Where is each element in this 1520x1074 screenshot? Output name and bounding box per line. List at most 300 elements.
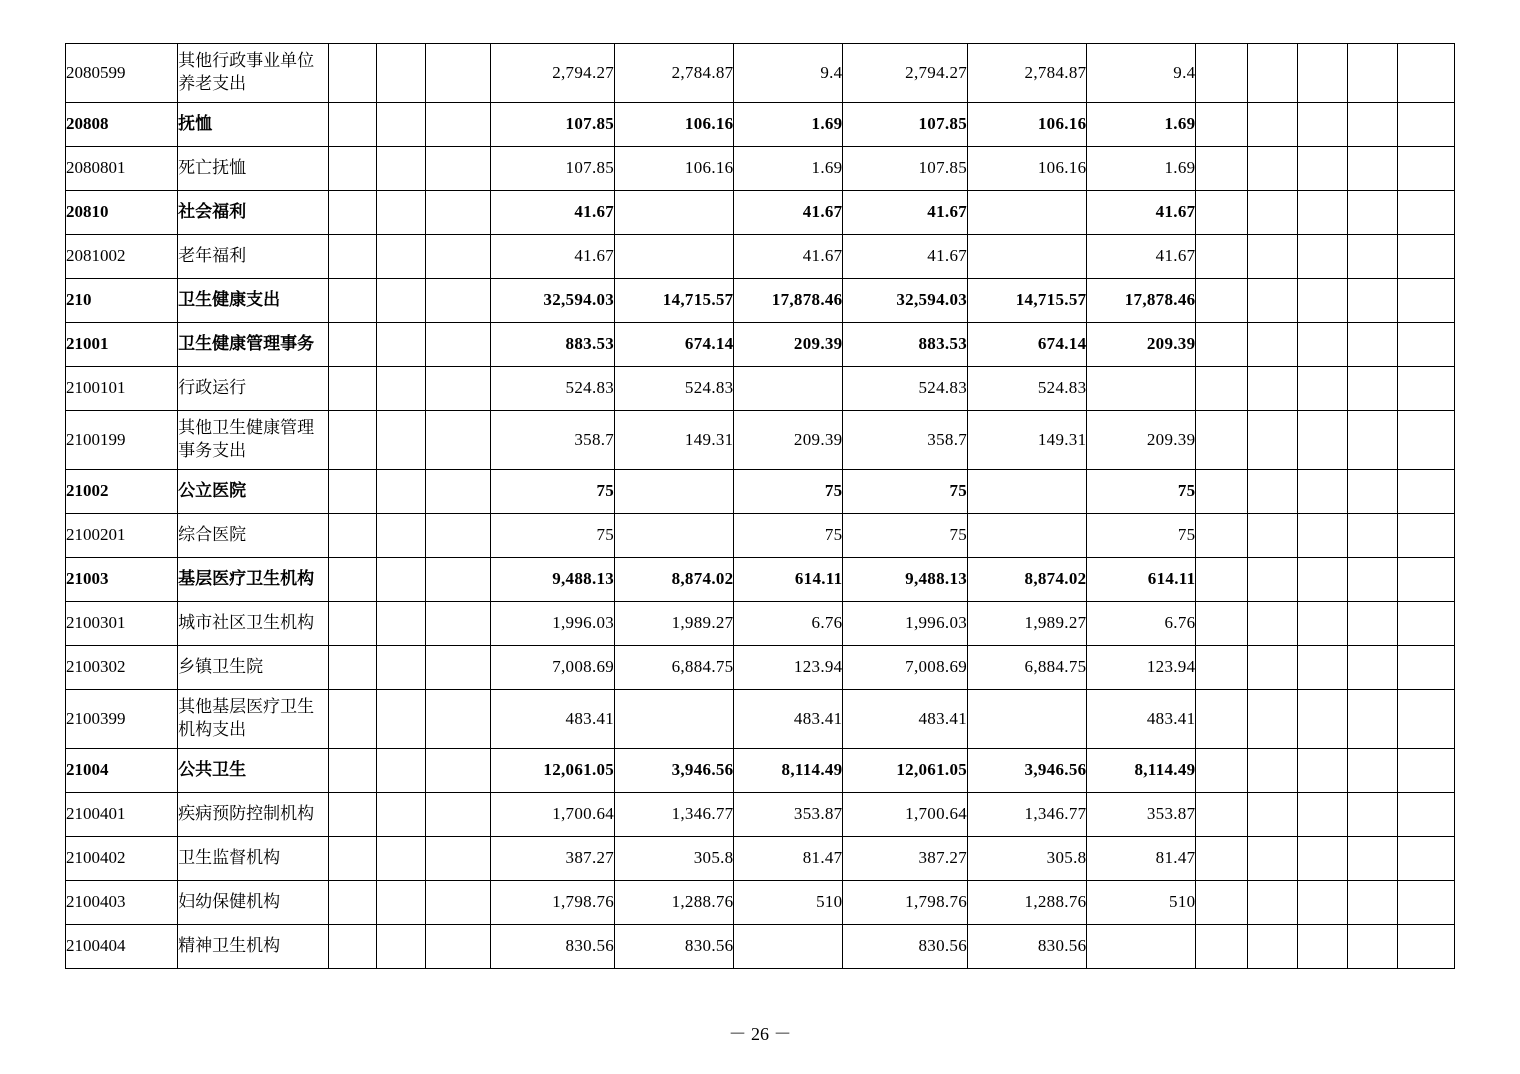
- cell-trailing-2: [1248, 279, 1298, 323]
- cell-amount-4: 2,794.27: [843, 44, 968, 103]
- cell-empty-2: [377, 470, 426, 514]
- cell-amount-4: 12,061.05: [843, 749, 968, 793]
- cell-amount-3: [734, 925, 843, 969]
- cell-trailing-2: [1248, 367, 1298, 411]
- cell-amount-1: 107.85: [490, 103, 615, 147]
- cell-amount-6: 1.69: [1087, 103, 1196, 147]
- cell-amount-1: 9,488.13: [490, 558, 615, 602]
- cell-empty-2: [377, 646, 426, 690]
- cell-budget-item-name: 综合医院: [178, 514, 329, 558]
- table-row: [66, 470, 1455, 514]
- cell-budget-item-name: 死亡抚恤: [178, 147, 329, 191]
- cell-trailing-3: [1298, 793, 1348, 837]
- cell-amount-6: 41.67: [1087, 235, 1196, 279]
- cell-amount-3: 9.4: [734, 44, 843, 103]
- cell-trailing-5: [1397, 103, 1454, 147]
- cell-amount-6: 9.4: [1087, 44, 1196, 103]
- cell-trailing-4: [1347, 44, 1397, 103]
- cell-budget-item-name: 其他卫生健康管理事务支出: [178, 411, 329, 470]
- cell-trailing-2: [1248, 690, 1298, 749]
- table-body: [66, 44, 1455, 969]
- cell-empty-3: [426, 690, 490, 749]
- cell-amount-5: 8,874.02: [968, 558, 1087, 602]
- cell-trailing-1: [1196, 749, 1248, 793]
- cell-empty-3: [426, 749, 490, 793]
- cell-budget-code: 2100302: [66, 646, 178, 690]
- cell-amount-4: 1,798.76: [843, 881, 968, 925]
- cell-trailing-2: [1248, 646, 1298, 690]
- cell-amount-5: 830.56: [968, 925, 1087, 969]
- cell-budget-item-name: 公立医院: [178, 470, 329, 514]
- cell-trailing-3: [1298, 323, 1348, 367]
- cell-empty-2: [377, 793, 426, 837]
- cell-empty-1: [328, 602, 377, 646]
- cell-empty-1: [328, 147, 377, 191]
- cell-empty-1: [328, 44, 377, 103]
- cell-amount-6: 1.69: [1087, 147, 1196, 191]
- cell-trailing-4: [1347, 881, 1397, 925]
- cell-empty-3: [426, 925, 490, 969]
- table-row: [66, 646, 1455, 690]
- table-row: [66, 881, 1455, 925]
- cell-empty-1: [328, 793, 377, 837]
- cell-amount-3: 1.69: [734, 147, 843, 191]
- cell-empty-3: [426, 191, 490, 235]
- table-row: [66, 925, 1455, 969]
- cell-amount-2: 1,288.76: [615, 881, 734, 925]
- cell-empty-3: [426, 514, 490, 558]
- cell-empty-1: [328, 323, 377, 367]
- cell-amount-5: 2,784.87: [968, 44, 1087, 103]
- cell-amount-1: 107.85: [490, 147, 615, 191]
- table-row: [66, 749, 1455, 793]
- cell-amount-5: 106.16: [968, 147, 1087, 191]
- cell-trailing-3: [1298, 279, 1348, 323]
- cell-empty-2: [377, 147, 426, 191]
- cell-budget-item-name: 公共卫生: [178, 749, 329, 793]
- cell-budget-code: 2100201: [66, 514, 178, 558]
- cell-empty-3: [426, 279, 490, 323]
- cell-amount-3: 41.67: [734, 191, 843, 235]
- cell-trailing-4: [1347, 514, 1397, 558]
- cell-amount-4: 32,594.03: [843, 279, 968, 323]
- cell-amount-1: 12,061.05: [490, 749, 615, 793]
- cell-trailing-1: [1196, 147, 1248, 191]
- cell-empty-2: [377, 749, 426, 793]
- cell-trailing-1: [1196, 235, 1248, 279]
- cell-budget-code: 2100404: [66, 925, 178, 969]
- cell-trailing-3: [1298, 690, 1348, 749]
- cell-trailing-4: [1347, 367, 1397, 411]
- cell-amount-4: 483.41: [843, 690, 968, 749]
- cell-empty-1: [328, 690, 377, 749]
- cell-amount-2: 2,784.87: [615, 44, 734, 103]
- cell-budget-code: 2100199: [66, 411, 178, 470]
- cell-trailing-3: [1298, 925, 1348, 969]
- cell-budget-item-name: 老年福利: [178, 235, 329, 279]
- cell-budget-code: 2080801: [66, 147, 178, 191]
- cell-amount-4: 41.67: [843, 235, 968, 279]
- cell-trailing-2: [1248, 191, 1298, 235]
- cell-trailing-4: [1347, 147, 1397, 191]
- cell-budget-code: 210: [66, 279, 178, 323]
- cell-trailing-3: [1298, 470, 1348, 514]
- cell-amount-5: 3,946.56: [968, 749, 1087, 793]
- cell-amount-4: 387.27: [843, 837, 968, 881]
- cell-trailing-3: [1298, 411, 1348, 470]
- cell-amount-2: [615, 470, 734, 514]
- cell-amount-4: 75: [843, 470, 968, 514]
- cell-amount-6: 209.39: [1087, 323, 1196, 367]
- cell-budget-code: 2100301: [66, 602, 178, 646]
- cell-empty-2: [377, 367, 426, 411]
- cell-amount-3: [734, 367, 843, 411]
- cell-amount-3: 209.39: [734, 411, 843, 470]
- cell-amount-3: 209.39: [734, 323, 843, 367]
- cell-budget-code: 2081002: [66, 235, 178, 279]
- cell-empty-1: [328, 749, 377, 793]
- cell-amount-2: 106.16: [615, 147, 734, 191]
- cell-trailing-1: [1196, 690, 1248, 749]
- cell-trailing-4: [1347, 191, 1397, 235]
- cell-amount-4: 358.7: [843, 411, 968, 470]
- cell-amount-6: 123.94: [1087, 646, 1196, 690]
- cell-trailing-4: [1347, 279, 1397, 323]
- cell-empty-1: [328, 514, 377, 558]
- cell-empty-3: [426, 323, 490, 367]
- cell-empty-2: [377, 191, 426, 235]
- cell-amount-5: [968, 470, 1087, 514]
- cell-trailing-5: [1397, 881, 1454, 925]
- cell-trailing-3: [1298, 514, 1348, 558]
- cell-amount-3: 483.41: [734, 690, 843, 749]
- cell-trailing-5: [1397, 749, 1454, 793]
- cell-trailing-3: [1298, 881, 1348, 925]
- cell-empty-3: [426, 470, 490, 514]
- cell-trailing-4: [1347, 646, 1397, 690]
- cell-amount-1: 387.27: [490, 837, 615, 881]
- cell-empty-3: [426, 793, 490, 837]
- cell-trailing-4: [1347, 235, 1397, 279]
- cell-trailing-5: [1397, 411, 1454, 470]
- cell-trailing-1: [1196, 191, 1248, 235]
- cell-amount-2: [615, 191, 734, 235]
- cell-budget-item-name: 精神卫生机构: [178, 925, 329, 969]
- cell-trailing-1: [1196, 646, 1248, 690]
- cell-budget-item-name: 卫生健康管理事务: [178, 323, 329, 367]
- cell-amount-1: 830.56: [490, 925, 615, 969]
- cell-amount-1: 483.41: [490, 690, 615, 749]
- cell-trailing-5: [1397, 191, 1454, 235]
- cell-amount-4: 7,008.69: [843, 646, 968, 690]
- cell-amount-1: 883.53: [490, 323, 615, 367]
- cell-amount-2: 1,346.77: [615, 793, 734, 837]
- cell-budget-item-name: 妇幼保健机构: [178, 881, 329, 925]
- cell-budget-item-name: 行政运行: [178, 367, 329, 411]
- cell-budget-code: 2100403: [66, 881, 178, 925]
- cell-trailing-2: [1248, 793, 1298, 837]
- cell-budget-code: 2100101: [66, 367, 178, 411]
- cell-amount-6: 353.87: [1087, 793, 1196, 837]
- cell-amount-1: 1,798.76: [490, 881, 615, 925]
- cell-amount-3: 75: [734, 514, 843, 558]
- cell-trailing-3: [1298, 837, 1348, 881]
- cell-budget-code: 21004: [66, 749, 178, 793]
- budget-expenditure-table: [65, 43, 1455, 969]
- cell-amount-2: 14,715.57: [615, 279, 734, 323]
- table-row: [66, 690, 1455, 749]
- cell-trailing-1: [1196, 411, 1248, 470]
- cell-trailing-2: [1248, 602, 1298, 646]
- cell-trailing-5: [1397, 470, 1454, 514]
- cell-amount-4: 830.56: [843, 925, 968, 969]
- cell-amount-5: 6,884.75: [968, 646, 1087, 690]
- cell-trailing-3: [1298, 44, 1348, 103]
- cell-amount-2: 830.56: [615, 925, 734, 969]
- cell-trailing-4: [1347, 323, 1397, 367]
- table-row: [66, 367, 1455, 411]
- cell-trailing-5: [1397, 690, 1454, 749]
- cell-amount-2: 305.8: [615, 837, 734, 881]
- cell-trailing-1: [1196, 279, 1248, 323]
- cell-empty-3: [426, 367, 490, 411]
- cell-amount-1: 1,996.03: [490, 602, 615, 646]
- table-row: [66, 44, 1455, 103]
- cell-empty-2: [377, 514, 426, 558]
- cell-empty-2: [377, 602, 426, 646]
- cell-trailing-2: [1248, 411, 1298, 470]
- cell-amount-2: 674.14: [615, 323, 734, 367]
- cell-empty-1: [328, 925, 377, 969]
- cell-amount-4: 883.53: [843, 323, 968, 367]
- cell-trailing-5: [1397, 514, 1454, 558]
- cell-amount-5: [968, 690, 1087, 749]
- cell-budget-item-name: 疾病预防控制机构: [178, 793, 329, 837]
- cell-amount-2: 1,989.27: [615, 602, 734, 646]
- table-row: [66, 837, 1455, 881]
- cell-trailing-4: [1347, 558, 1397, 602]
- table-row: [66, 323, 1455, 367]
- cell-trailing-2: [1248, 470, 1298, 514]
- cell-budget-item-name: 抚恤: [178, 103, 329, 147]
- cell-empty-2: [377, 925, 426, 969]
- cell-amount-6: 614.11: [1087, 558, 1196, 602]
- cell-amount-4: 1,996.03: [843, 602, 968, 646]
- cell-trailing-4: [1347, 411, 1397, 470]
- cell-budget-code: 2100402: [66, 837, 178, 881]
- cell-trailing-1: [1196, 514, 1248, 558]
- cell-amount-1: 1,700.64: [490, 793, 615, 837]
- cell-empty-1: [328, 103, 377, 147]
- cell-amount-4: 9,488.13: [843, 558, 968, 602]
- cell-amount-5: 1,346.77: [968, 793, 1087, 837]
- cell-budget-code: 2080599: [66, 44, 178, 103]
- cell-amount-5: 149.31: [968, 411, 1087, 470]
- cell-trailing-4: [1347, 925, 1397, 969]
- cell-amount-5: 305.8: [968, 837, 1087, 881]
- cell-empty-1: [328, 279, 377, 323]
- cell-trailing-1: [1196, 837, 1248, 881]
- cell-amount-5: 14,715.57: [968, 279, 1087, 323]
- cell-trailing-3: [1298, 191, 1348, 235]
- table-row: [66, 279, 1455, 323]
- cell-amount-1: 524.83: [490, 367, 615, 411]
- page-number: － 26 －: [728, 1024, 792, 1044]
- cell-empty-1: [328, 191, 377, 235]
- cell-amount-5: 524.83: [968, 367, 1087, 411]
- cell-amount-6: 75: [1087, 514, 1196, 558]
- cell-amount-5: 674.14: [968, 323, 1087, 367]
- cell-trailing-4: [1347, 690, 1397, 749]
- cell-amount-2: 6,884.75: [615, 646, 734, 690]
- cell-trailing-5: [1397, 235, 1454, 279]
- cell-amount-3: 1.69: [734, 103, 843, 147]
- cell-trailing-1: [1196, 470, 1248, 514]
- cell-amount-6: [1087, 925, 1196, 969]
- cell-trailing-4: [1347, 103, 1397, 147]
- cell-amount-1: 32,594.03: [490, 279, 615, 323]
- cell-empty-2: [377, 690, 426, 749]
- cell-amount-6: 41.67: [1087, 191, 1196, 235]
- cell-amount-6: 17,878.46: [1087, 279, 1196, 323]
- cell-empty-3: [426, 881, 490, 925]
- cell-budget-item-name: 乡镇卫生院: [178, 646, 329, 690]
- table-row: [66, 602, 1455, 646]
- cell-trailing-1: [1196, 558, 1248, 602]
- cell-amount-2: 106.16: [615, 103, 734, 147]
- cell-empty-2: [377, 411, 426, 470]
- cell-amount-2: [615, 690, 734, 749]
- cell-trailing-1: [1196, 793, 1248, 837]
- cell-amount-2: 149.31: [615, 411, 734, 470]
- cell-empty-2: [377, 323, 426, 367]
- cell-amount-4: 1,700.64: [843, 793, 968, 837]
- cell-trailing-1: [1196, 103, 1248, 147]
- cell-amount-6: 75: [1087, 470, 1196, 514]
- cell-trailing-1: [1196, 925, 1248, 969]
- cell-trailing-2: [1248, 558, 1298, 602]
- cell-trailing-3: [1298, 558, 1348, 602]
- cell-trailing-2: [1248, 147, 1298, 191]
- cell-amount-1: 41.67: [490, 235, 615, 279]
- cell-empty-3: [426, 837, 490, 881]
- table-row: [66, 558, 1455, 602]
- cell-empty-1: [328, 411, 377, 470]
- table-row: [66, 411, 1455, 470]
- cell-amount-6: 483.41: [1087, 690, 1196, 749]
- cell-empty-1: [328, 646, 377, 690]
- cell-amount-2: 524.83: [615, 367, 734, 411]
- cell-empty-3: [426, 411, 490, 470]
- cell-amount-3: 6.76: [734, 602, 843, 646]
- cell-trailing-4: [1347, 749, 1397, 793]
- cell-trailing-5: [1397, 367, 1454, 411]
- cell-budget-code: 2100399: [66, 690, 178, 749]
- cell-empty-3: [426, 602, 490, 646]
- cell-amount-5: 1,288.76: [968, 881, 1087, 925]
- cell-amount-6: [1087, 367, 1196, 411]
- cell-empty-3: [426, 103, 490, 147]
- cell-trailing-5: [1397, 323, 1454, 367]
- table-row: [66, 793, 1455, 837]
- cell-trailing-1: [1196, 44, 1248, 103]
- cell-amount-4: 41.67: [843, 191, 968, 235]
- cell-trailing-2: [1248, 44, 1298, 103]
- cell-amount-6: 8,114.49: [1087, 749, 1196, 793]
- cell-amount-2: 8,874.02: [615, 558, 734, 602]
- cell-trailing-5: [1397, 44, 1454, 103]
- cell-amount-6: 81.47: [1087, 837, 1196, 881]
- cell-budget-item-name: 其他行政事业单位养老支出: [178, 44, 329, 103]
- cell-amount-3: 614.11: [734, 558, 843, 602]
- cell-budget-item-name: 其他基层医疗卫生机构支出: [178, 690, 329, 749]
- cell-trailing-1: [1196, 881, 1248, 925]
- cell-trailing-4: [1347, 470, 1397, 514]
- cell-budget-code: 2100401: [66, 793, 178, 837]
- cell-trailing-4: [1347, 837, 1397, 881]
- cell-trailing-5: [1397, 925, 1454, 969]
- cell-budget-item-name: 城市社区卫生机构: [178, 602, 329, 646]
- cell-trailing-1: [1196, 602, 1248, 646]
- cell-amount-3: 81.47: [734, 837, 843, 881]
- cell-empty-1: [328, 558, 377, 602]
- cell-budget-code: 21001: [66, 323, 178, 367]
- cell-amount-3: 17,878.46: [734, 279, 843, 323]
- cell-empty-1: [328, 470, 377, 514]
- cell-trailing-1: [1196, 323, 1248, 367]
- cell-amount-5: 1,989.27: [968, 602, 1087, 646]
- cell-empty-2: [377, 837, 426, 881]
- cell-empty-1: [328, 881, 377, 925]
- cell-amount-5: [968, 514, 1087, 558]
- cell-trailing-2: [1248, 514, 1298, 558]
- cell-budget-code: 21002: [66, 470, 178, 514]
- cell-empty-1: [328, 235, 377, 279]
- cell-trailing-2: [1248, 235, 1298, 279]
- cell-empty-3: [426, 646, 490, 690]
- cell-trailing-4: [1347, 793, 1397, 837]
- cell-trailing-2: [1248, 103, 1298, 147]
- cell-trailing-5: [1397, 646, 1454, 690]
- cell-amount-6: 6.76: [1087, 602, 1196, 646]
- cell-trailing-5: [1397, 279, 1454, 323]
- cell-amount-2: [615, 514, 734, 558]
- table-row: [66, 147, 1455, 191]
- cell-empty-3: [426, 44, 490, 103]
- cell-empty-2: [377, 235, 426, 279]
- cell-trailing-3: [1298, 147, 1348, 191]
- cell-empty-2: [377, 44, 426, 103]
- cell-trailing-3: [1298, 646, 1348, 690]
- cell-budget-item-name: 社会福利: [178, 191, 329, 235]
- cell-trailing-3: [1298, 103, 1348, 147]
- cell-trailing-5: [1397, 147, 1454, 191]
- table-row: [66, 235, 1455, 279]
- cell-trailing-4: [1347, 602, 1397, 646]
- cell-trailing-2: [1248, 749, 1298, 793]
- cell-budget-code: 21003: [66, 558, 178, 602]
- cell-trailing-2: [1248, 837, 1298, 881]
- cell-empty-2: [377, 881, 426, 925]
- cell-amount-4: 524.83: [843, 367, 968, 411]
- cell-amount-3: 8,114.49: [734, 749, 843, 793]
- cell-amount-5: 106.16: [968, 103, 1087, 147]
- cell-amount-3: 75: [734, 470, 843, 514]
- cell-amount-3: 41.67: [734, 235, 843, 279]
- cell-budget-item-name: 卫生监督机构: [178, 837, 329, 881]
- cell-budget-code: 20808: [66, 103, 178, 147]
- cell-amount-2: [615, 235, 734, 279]
